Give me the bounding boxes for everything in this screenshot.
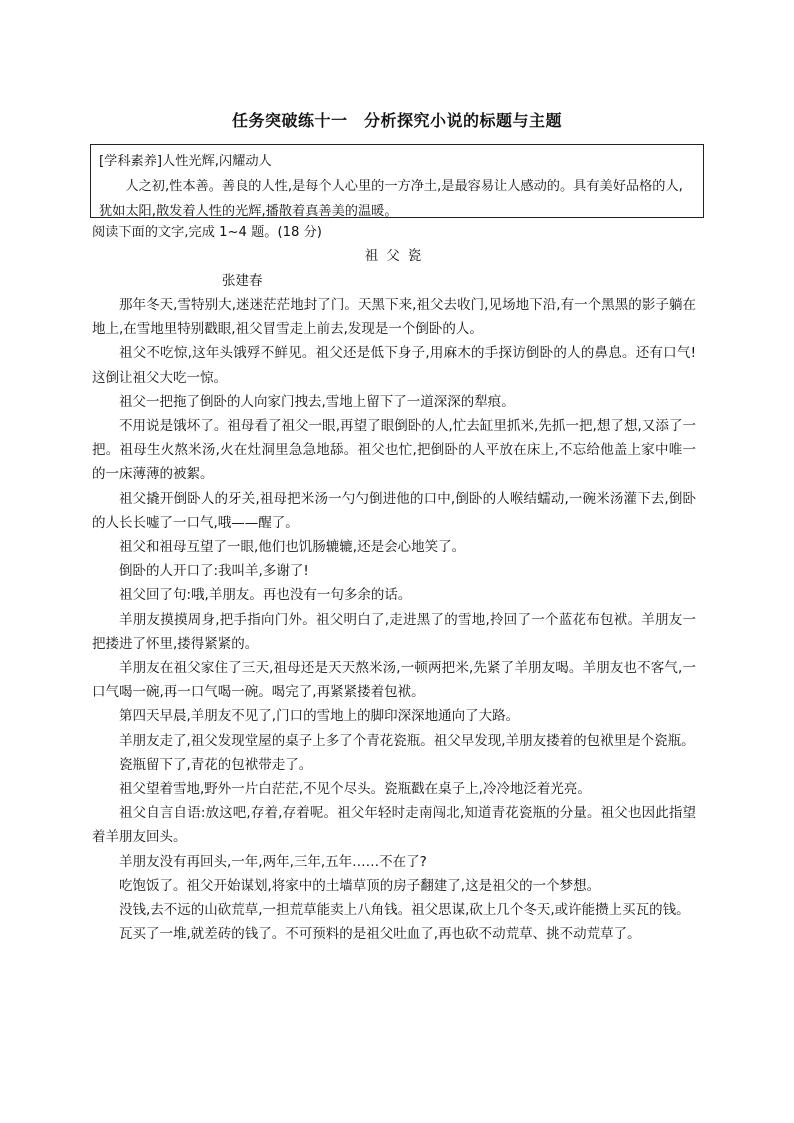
story-paragraph: 瓷瓶留下了,青花的包袱带走了。 (119, 756, 313, 773)
story-paragraph: 没钱,去不远的山砍荒草,一担荒草能卖上八角钱。祖父思谋,砍上几个冬天,或许能攒上买瓦的钱。 (119, 902, 690, 919)
literacy-text: 人之初,性本善。善良的人性,是每个人心里的一方净土,是最容易让人感动的。具有美好品格的人,犹如太阳,散发着人性的光辉,播散着真善美的温暖。 (99, 179, 683, 219)
story-paragraph: 祖父撬开倒卧人的牙关,祖母把米汤一勺勺倒进他的口中,倒卧的人喉结蠕动,一碗米汤灌下去,倒卧的人长长嘘了一口气,哦——醒了。 (92, 490, 696, 531)
story-paragraph: 倒卧的人开口了:我叫羊,多谢了! (119, 563, 309, 580)
story-paragraph: 祖父一把拖了倒卧的人向家门拽去,雪地上留下了一道深深的犁痕。 (119, 393, 515, 410)
story-paragraph: 吃饱饭了。祖父开始谋划,将家中的土墙草顶的房子翻建了,这是祖父的一个梦想。 (119, 877, 601, 894)
story-author: 张建春 (222, 273, 263, 289)
story-paragraph: 第四天早晨,羊朋友不见了,门口的雪地上的脚印深深地通向了大路。 (119, 708, 520, 725)
story-paragraph: 瓦买了一堆,就差砖的钱了。不可预料的是祖父吐血了,再也砍不动荒草、挑不动荒草了。 (119, 926, 641, 943)
story-paragraph: 羊朋友走了,祖父发现堂屋的桌子上多了个青花瓷瓶。祖父早发现,羊朋友搂着的包袱里是个瓷瓶。 (119, 732, 695, 749)
story-paragraph: 祖父和祖母互望了一眼,他们也饥肠辘辘,还是会心地笑了。 (119, 539, 466, 556)
story-title: 祖父瓷 (364, 248, 430, 264)
story-paragraph: 羊朋友在祖父家住了三天,祖母还是天天熬米汤,一顿两把米,先紧了羊朋友喝。羊朋友也不客气,一口气喝一碗,再一口气喝一碗。喝完了,再紧紧搂着包袱。 (92, 660, 696, 701)
story-paragraph: 羊朋友摸摸周身,把手指向门外。祖父明白了,走进黑了的雪地,拎回了一个蓝花布包袱。羊朋友一把搂进了怀里,搂得紧紧的。 (92, 611, 696, 652)
story-paragraph: 祖父望着雪地,野外一片白茫茫,不见个尽头。瓷瓶戳在桌子上,冷冷地泛着光亮。 (119, 781, 591, 798)
story-paragraph: 羊朋友没有再回头,一年,两年,三年,五年……不在了? (119, 853, 427, 870)
page-title: 任务突破练十一 分析探究小说的标题与主题 (231, 111, 562, 130)
story-paragraph: 祖父回了句:哦,羊朋友。再也没有一句多余的话。 (119, 587, 412, 604)
literacy-box (90, 144, 704, 218)
story-paragraph: 祖父不吃惊,这年头饿殍不鲜见。祖父还是低下身子,用麻木的手探访倒卧的人的鼻息。还有口气!这倒让祖父大吃一惊。 (92, 345, 696, 386)
story-paragraph: 不用说是饿坏了。祖母看了祖父一眼,再望了眼倒卧的人,忙去缸里抓米,先抓一把,想了想,又添了一把。祖母生火熬米汤,火在灶洞里急急地舔。祖父也忙,把倒卧的人平放在床上,不忘给他盖上家中唯一的一床薄薄的被絮。 (92, 418, 696, 483)
literacy-heading: [学科素养]人性光辉,闪耀动人 (99, 154, 272, 169)
story-paragraph: 那年冬天,雪特别大,迷迷茫茫地封了门。天黑下来,祖父去收门,见场地下沿,有一个黑黑的影子躺在地上,在雪地里特别戳眼,祖父冒雪走上前去,发现是一个倒卧的人。 (92, 297, 696, 338)
story-body (92, 293, 696, 946)
story-paragraph: 祖父自言自语:放这吧,存着,存着呢。祖父年轻时走南闯北,知道青花瓷瓶的分量。祖父也因此指望着羊朋友回头。 (92, 805, 696, 846)
reading-instruction: 阅读下面的文字,完成 1~4 题。(18 分) (92, 225, 322, 240)
